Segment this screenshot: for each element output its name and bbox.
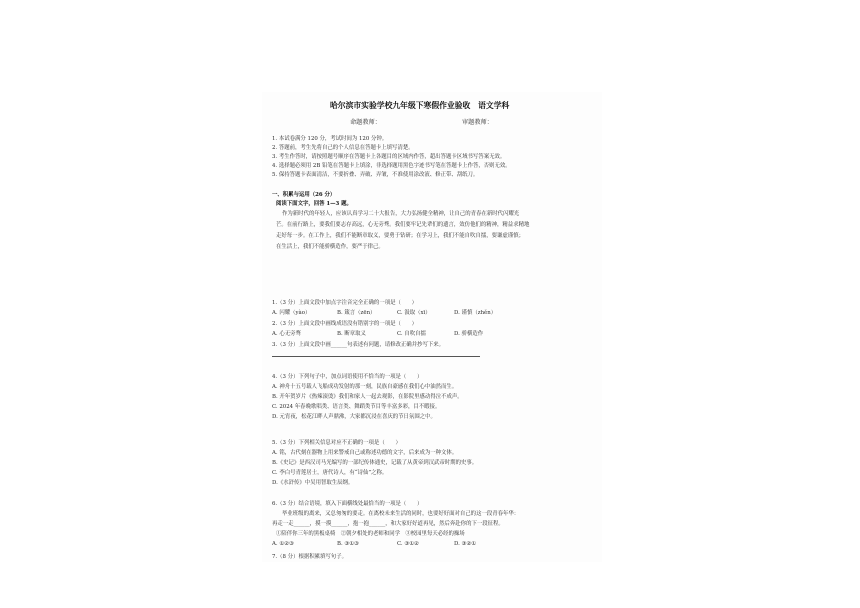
passage-line: 芒。在前行路上，要我们要志存高远，心无旁骛。我们要牢记先辈们的遗言，效仿他们的精神，精益求精地 [276,222,530,228]
instruction-item: 1. 本试卷满分 120 分，考试时间为 120 分钟。 [272,136,388,142]
question-1-option-c: C. 汲取（xī） [397,310,431,316]
question-5-option-b: B.《史记》是西汉司马光编写的一部纪传体通史，记载了从黄帝到汉武帝时期的史事。 [272,460,478,466]
passage-line: 走好每一步。在工作上，我们不能断章取义，要勇于钻研；在学习上，我们不能自吹自擂，要谦虚谨慎； [276,233,524,239]
question-2-option-c: C. 自吹自擂 [397,331,426,337]
instruction-item: 3. 考生作答时，请按照题号顺序在答题卡上各题目的区域内作答，超出答题卡区域书写答案无效。 [272,154,506,160]
question-1-option-d: D. 谨慎（zhěn） [454,310,497,316]
question-3-stem: 3.（3 分）上面文段中画______句表述有问题，请修改正确并抄写下来。 [272,342,445,348]
question-4-stem: 4.（3 分）下列句子中，加点词语使用不恰当的一项是（ ） [272,374,423,380]
question-5-stem: 5.（3 分）下列相关信息对应不正确的一项是（ ） [272,440,401,446]
question-5-option-d: D.《水浒传》中吴用智取生辰纲。 [272,480,354,486]
answer-line [272,356,480,357]
question-2-stem: 2.（3 分）上面文段中画线成语没有错别字的一项是（ ） [272,321,418,327]
question-5-option-a: A. 铭，古代刻在器物上用来警戒自己或称述功德的文字，后来成为一种文体。 [272,450,458,456]
question-5-option-c: C. 李白号青莲居士，唐代诗人，有“诗仙”之称。 [272,470,388,476]
reviewer-label: 审题教师： [462,119,493,126]
exam-title: 哈尔滨市实验学校九年级下寒假作业验收 语文学科 [330,101,510,110]
question-1-stem: 1.（3 分）上面文段中加点字注音完全正确的一项是（ ） [272,300,418,306]
question-6-option-c: C. ③①② [397,541,419,547]
instruction-item: 2. 答题前，考生先将自己的个人信息在答题卡上填写清楚。 [272,145,414,151]
section-prompt: 阅读下面文字，回答 1—3 题。 [276,201,352,207]
question-4-option-d: D. 元宵夜，松花江畔人声鼎沸，大家都沉浸在喜庆的节日氛围之中。 [272,414,436,420]
question-6-option-a: A. ①②③ [272,541,294,547]
question-6-passage-line: 再走一走______，摸一摸______，抱一抱______，和大家好好道再见，然后奔赴你的下一段征程。 [272,521,504,527]
instruction-item: 5. 保持答题卡表面清洁，不要折叠、弄破、弄皱，不准使用涂改液、修正带、刮纸刀。 [272,172,479,178]
question-6-choices: ①陪伴你三年的黑板桌椅 ②朝夕相处的老师和同学 ③校园里每天必经的操场 [276,531,465,537]
section-heading: 一、积累与运用（26 分） [272,192,336,198]
question-4-option-b: B. 开年贺岁片《热辣滚烫》我们和家人一起去观影，在影院里感动得泣不成声。 [272,394,463,400]
question-6-stem: 6.（3 分）结合语境，填入下面横线处最恰当的一项是（ ） [272,501,423,507]
question-1-option-a: A. 闪耀（yào） [272,310,311,316]
question-2-option-b: B. 断章取义 [337,331,366,337]
setter-label: 命题教师： [350,119,381,126]
question-2-option-d: D. 骄横造作 [454,331,484,337]
question-6-option-d: D. ③②① [454,541,477,547]
question-4-option-a: A. 神舟十五号载人飞船成功发射的那一刻，民族自豪感在我们心中油然而生。 [272,384,458,390]
question-7-stem: 7.（8 分）根据积累填写句子。 [272,554,347,560]
instruction-item: 4. 选择题必须用 2B 铅笔在答题卡上填涂，非选择题用黑色字迹书写笔在答题卡上作答，否则无效。 [272,163,511,169]
passage-line: 作为新时代的年轻人，应该认真学习二十大报告，大力弘扬健全精神，让自己的青春在新时代闪耀光 [282,211,520,217]
question-2-option-a: A. 心无旁骛 [272,331,301,337]
question-4-option-c: C. 2024 年春晚歌唱类、语言类、舞蹈类节目等丰富多彩，目不暇接。 [272,404,441,410]
question-1-option-b: B. 箴言（zēn） [337,310,376,316]
passage-line: 在生活上，我们不能骄横造作，要严于律己。 [276,244,384,250]
question-6-passage-line: 毕业班级的离来，又总匆匆的要走。在离校未来生活的同时，也要好好面对自己的这一段青春年华： [282,511,520,517]
question-6-option-b: B. ③①③ [337,541,359,547]
exam-paper [262,92,602,562]
